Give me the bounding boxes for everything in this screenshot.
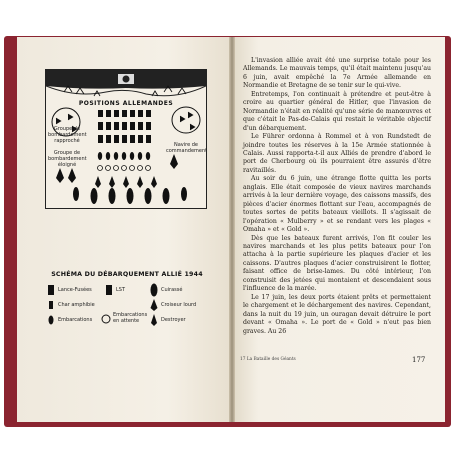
paragraph: L'invasion alliée avait été une surprise totale pour les Allemands. Le mauvais temps, qu'il était maintenu jusqu'au 6 juin, avait empêché la 7e Armée allemande en Normandie et Bretagne de se tenir sur le qui-vive.: [243, 57, 431, 90]
legend-cuirasse: Cuirassé: [161, 287, 183, 293]
chapter-footer: 17 La Bataille des Géants: [240, 357, 296, 362]
paragraph: Au soir du 6 juin, une étrange flotte quitta les ports anglais. Elle était composée de vieux navires marchands arrivés à la leur dernière voyage, des caissons massifs, des pièces d'acier énormes flottant sur l'eau, accompagnés de toutes sortes de petits bateaux vieillots. Il s'agissait de l'opération « Mulberry » et se rendant vers les plages « Omaha » et « Gold ».: [243, 175, 431, 234]
lance-fusees-icon: [46, 284, 56, 296]
paragraph: Le Führer ordonna à Rommel et à von Rundstedt de joindre toutes les réserves à la 15e Armée stationnée à Calais. Aussi rapporta-t-il aux Alliés de prendre d'abord le port de Cherbourg où ils pourraient être assurés d'être ravitaillés.: [243, 133, 431, 174]
lst-icon: [104, 284, 114, 296]
legend-embarcations: Embarcations: [58, 317, 93, 323]
command-ship-label: Navire de commandement: [166, 142, 208, 154]
legend-lance-fusees: Lance-Fusées: [58, 287, 92, 293]
croiseur-lourd-icon: [149, 298, 159, 312]
cuirasse-icon: [149, 283, 159, 297]
distant-bombardment-label: Groupe de bombardement éloigné: [48, 150, 87, 168]
legend-lst: LST: [116, 287, 126, 293]
char-amphibie-icon: [46, 299, 56, 311]
page-number: 177: [412, 356, 426, 364]
paragraph: Entretemps, l'on continuait à prétendre et peut-être à croire au quartier général de Hitler, que l'invasion de Normandie n'était en réalité qu'une série de manœuvres et que c'était le Pas-de-Calais qui restait le véritable objectif d'un débarquement.: [243, 90, 431, 132]
close-bombardment-label: Groupe de bombardement rapproché: [48, 126, 87, 144]
embarcations-icon: [46, 314, 56, 326]
map-title: POSITIONS ALLEMANDES: [78, 100, 174, 107]
destroyer-icon: [149, 313, 159, 327]
legend-embarcations-en-attente: Embarcations en attente: [113, 312, 148, 324]
schema-title: SCHÉMA DU DÉBARQUEMENT ALLIÉ 1944: [51, 271, 203, 278]
legend-char-amphibie: Char amphibie: [58, 302, 95, 308]
paragraph: Dès que les bateaux furent arrivés, l'on fit couler les navires marchands et les plus petits bateaux pour l'on attacha à la partie supérieure les plaques d'acier et les caissons. D'autres plaques d'acier construisirent le flotter, faisant office de brise-lames. Du côté intérieur, l'on construisit des jetées qui montaient et descendaient sous l'influence de la marée.: [243, 234, 431, 293]
legend-croiseur-lourd: Croiseur lourd: [161, 302, 197, 308]
landing-map: [45, 69, 207, 209]
right-page-text: [243, 57, 431, 336]
paragraph: Le 17 juin, les deux ports étaient prêts et permettaient le chargement et le déchargement des navires. Cependant, dans la nuit du 19 juin, un ouragan devait détruire le port devant « Omaha ». Le port de « Gold » n'eut pas bien graves. Au 26: [243, 293, 431, 335]
book-gutter: [229, 37, 235, 422]
embarcations-en-attente-icon: [100, 313, 112, 325]
legend-destroyer: Destroyer: [161, 317, 186, 323]
